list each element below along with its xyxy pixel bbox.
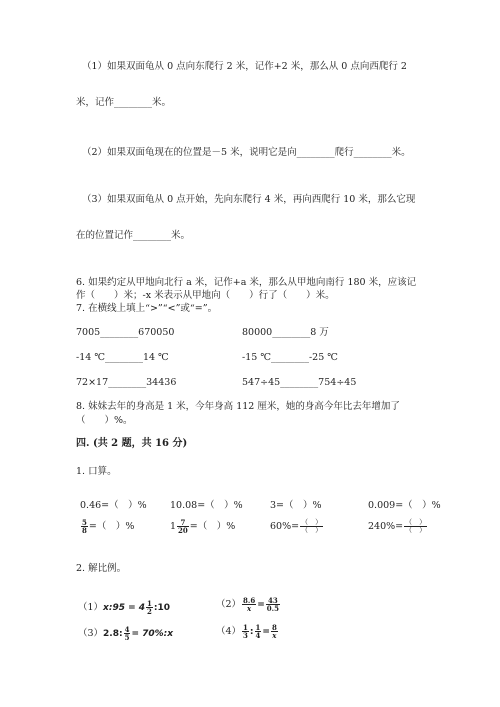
q7-title: 7. 在横线上填上“>”“<”或“=”。: [76, 303, 218, 314]
q7-row2-right: -15 ℃________-25 ℃: [242, 352, 338, 363]
q8-line1: 8. 妹妹去年的身高是 1 米，今年身高 112 厘米，她的身高今年比去年增加了: [76, 401, 400, 412]
equation-4: （4） $\frac{1}{3}$ : $\frac{1}{4}$ = $\frac{8}{x}$: [216, 623, 277, 640]
oral-item-3: 3=（ ）%: [270, 500, 322, 511]
oral-item-7: 60%= $\frac{( )}{( )}$: [270, 518, 323, 534]
oral-item-6: 1 $\frac{7}{20}$ =（ ）%: [170, 518, 236, 535]
q1-part2-line1: （2）如果双面龟现在的位置是－5 米，说明它是向________爬行________米。: [82, 147, 411, 158]
oral-item-5: $\frac{5}{8}$ =（ ）%: [82, 518, 135, 535]
oral-item-2: 10.08=（ ）%: [170, 500, 243, 511]
q1-part1-line2: 米，记作________米。: [76, 97, 172, 108]
q7-row1-right: 80000________8 万: [242, 327, 329, 338]
q1-part1-line1: （1）如果双面龟从 0 点向东爬行 2 米，记作+2 米，那么从 0 点向西爬行 2: [82, 61, 407, 72]
q7-row1-left: 7005________670050: [76, 327, 175, 338]
q6-line1: 6. 如果约定从甲地向北行 a 米，记作+a 米，那么从甲地向南行 180 米，应该记: [76, 277, 417, 288]
q1-part3-line1: （3）如果双面龟从 0 点开始，先向东爬行 4 米，再向西爬行 10 米，那么它现: [82, 194, 416, 205]
q7-row3-right: 547÷45________754÷45: [242, 377, 357, 388]
oral-item-4: 0.009=（ ）%: [368, 500, 441, 511]
oral-calc-title: 1. 口算。: [76, 466, 117, 477]
equation-1: （1）x:95 = 4 $\frac{1}{2}$ :10: [78, 599, 171, 616]
q8-line2: （ ）%。: [76, 415, 133, 426]
proportion-title: 2. 解比例。: [76, 563, 127, 574]
section-heading: 四. (共 2 题，共 16 分): [76, 438, 188, 449]
q1-part3-line2: 在的位置记作________米。: [76, 230, 191, 241]
q7-row2-left: -14 ℃________14 ℃: [76, 352, 169, 363]
q6-line2: 作（ ）米；-x 米表示从甲地向（ ）行了（ ）米。: [76, 290, 335, 301]
q7-row3-left: 72×17________34436: [76, 377, 177, 388]
oral-item-8: 240%= $\frac{( )}{( )}$: [368, 518, 427, 534]
equation-3: （3）2.8: $\frac{4}{5}$ = 70%:x: [78, 625, 174, 642]
equation-2: （2） $\frac{8.6}{x}$ = $\frac{43}{0.5}$: [216, 596, 279, 613]
oral-item-1: 0.46=（ ）%: [80, 500, 147, 511]
